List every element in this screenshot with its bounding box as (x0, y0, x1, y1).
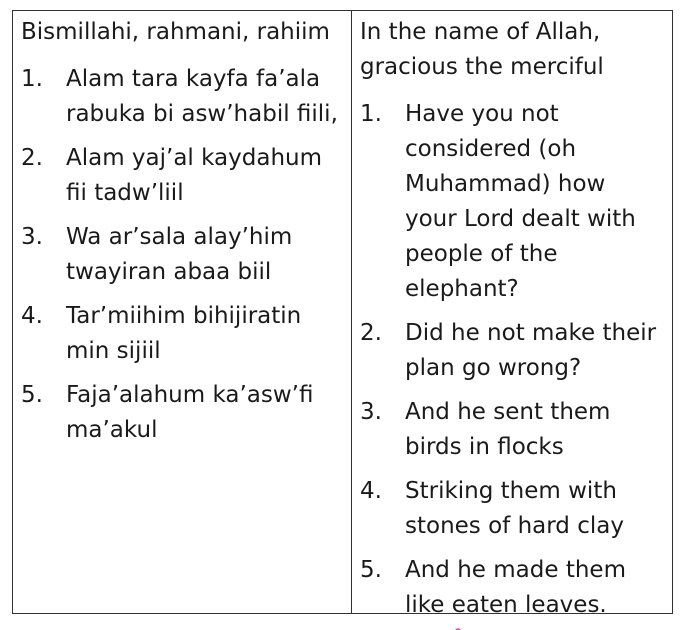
verse-number: 1. (21, 66, 43, 92)
verse-number: 4. (21, 303, 43, 329)
verse-number: 5. (21, 382, 43, 408)
right-verse-item (360, 474, 664, 544)
verse-text: Did he not make their plan go wrong? (405, 320, 657, 381)
verse-text: Tar’miihim bihijiratin min sijiil (66, 303, 302, 364)
left-verse-item (21, 141, 343, 211)
right-verse-item (360, 97, 664, 307)
verse-number: 2. (21, 145, 43, 171)
verse-number: 2. (360, 320, 382, 346)
left-heading: Bismillahi, rahmani, rahiim (21, 19, 330, 45)
verse-text: Have you not considered (oh Muhammad) how your Lord dealt with people of the elephant? (405, 101, 636, 302)
verse-number: 3. (360, 399, 382, 425)
pencil-mark-icon (448, 621, 464, 630)
left-verse-item (21, 220, 343, 290)
verse-number: 3. (21, 224, 43, 250)
verse-number: 5. (360, 557, 382, 583)
right-verse-item (360, 316, 664, 386)
right-verse-item (360, 395, 664, 465)
left-verse-list (21, 62, 343, 448)
left-verse-item (21, 299, 343, 369)
verse-text: Alam tara kayfa fa’ala rabuka bi asw’habil fiili, (66, 66, 338, 127)
verse-number: 1. (360, 101, 382, 127)
left-verse-item (21, 62, 343, 132)
right-verse-list (360, 97, 664, 623)
verse-text: Alam yaj’al kaydahum fii tadw’liil (66, 145, 323, 206)
translation-table (12, 10, 673, 618)
verse-number: 4. (360, 478, 382, 504)
arabic-transliteration-column (13, 11, 352, 613)
left-verse-item (21, 378, 343, 448)
verse-text: Wa ar’sala alay’him twayiran abaa biil (66, 224, 293, 285)
right-verse-item (360, 553, 664, 623)
right-heading: In the name of Allah, gracious the merciful (360, 19, 604, 80)
verse-text: Faja’alahum ka’asw’fi ma’akul (66, 382, 314, 443)
verse-text: Striking them with stones of hard clay (405, 478, 624, 539)
verse-text: And he sent them birds in flocks (405, 399, 611, 460)
english-translation-column (352, 11, 672, 618)
verse-text: And he made them like eaten leaves. (405, 557, 626, 618)
